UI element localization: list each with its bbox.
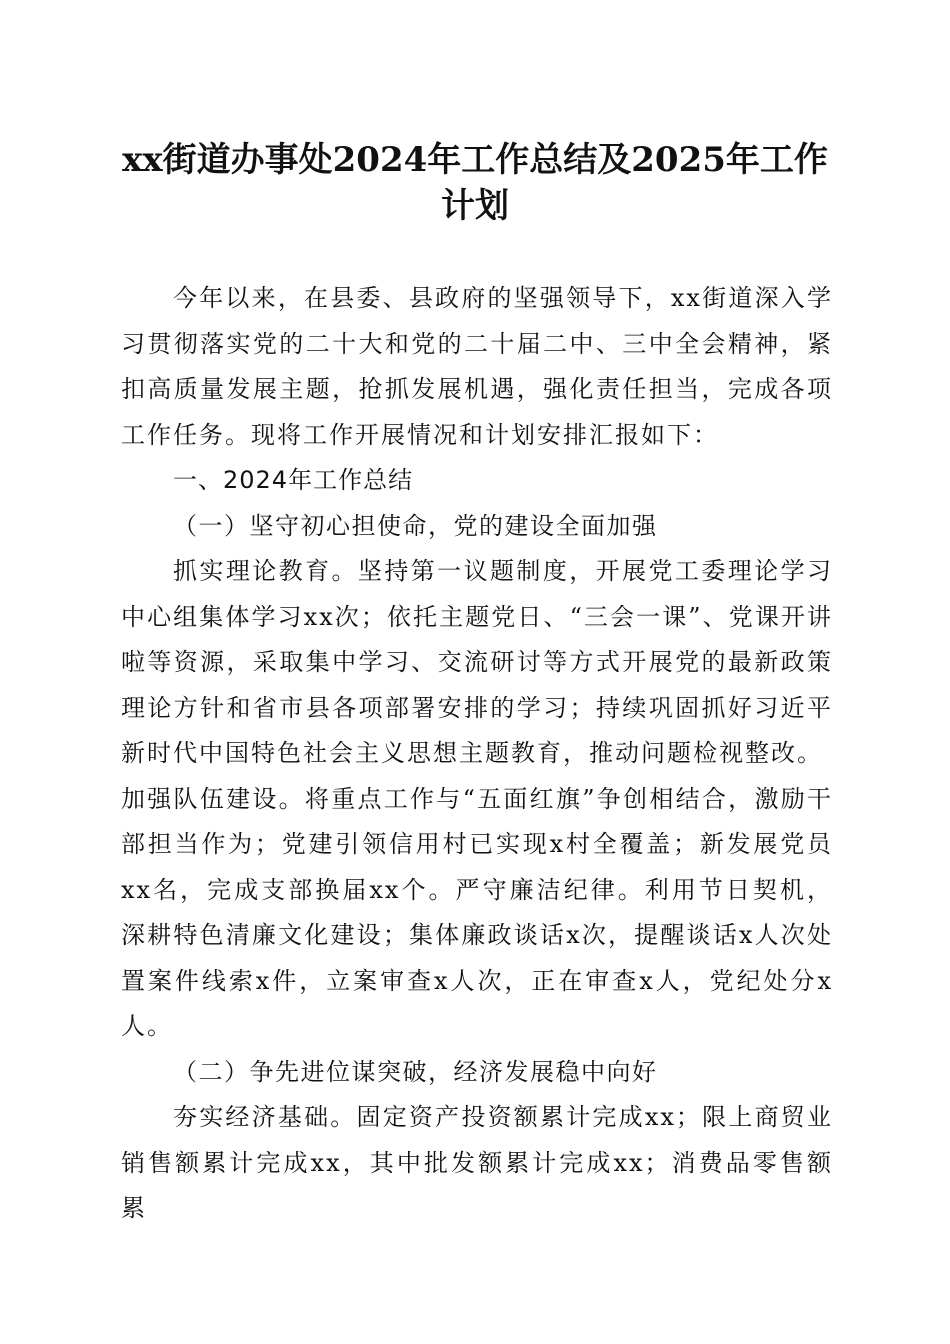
subsection-heading-1: （一）坚守初心担使命，党的建设全面加强 <box>173 511 658 540</box>
paragraph-theory-education: 抓实理论教育。坚持第一议题制度，开展党工委理论学习中心组集体学习xx次；依托主题党日、“三会一课”、党课开讲啦等资源，采取集中学习、交流研讨等方式开展党的最新政策理论方针和省市县各项部署安排的学习；持续巩固抓好习近平新时代中国特色社会主义思想主题教育，推动问题检视整改。 <box>121 557 833 767</box>
intro-paragraph: 今年以来，在县委、县政府的坚强领导下，xx街道深入学习贯彻落实党的二十大和党的二十届二中、三中全会精神，紧扣高质量发展主题，抢抓发展机遇，强化责任担当，完成各项工作任务。现将工作开展情况和计划安排汇报如下： <box>121 284 833 449</box>
section-heading-1: 一、2024年工作总结 <box>173 466 414 494</box>
paragraph-economic-base: 夯实经济基础。固定资产投资额累计完成xx；限上商贸业销售额累计完成xx，其中批发额累计完成xx；消费品零售额累 <box>121 1103 833 1222</box>
paragraph-team-building: 加强队伍建设。将重点工作与“五面红旗”争创相结合，激励干部担当作为；党建引领信用村已实现x村全覆盖；新发展党员xx名，完成支部换届xx个。严守廉洁纪律。利用节日契机，深耕特色清廉文化建设；集体廉政谈话x次，提醒谈话x人次处置案件线索x件，立案审查x人次，正在审查x人，党纪处分x人。 <box>121 784 833 1040</box>
title-line-2: 计划 <box>441 186 509 226</box>
document-body <box>121 276 833 1232</box>
title-line-1: xx街道办事处2024年工作总结及2025年工作 <box>122 140 828 180</box>
subsection-heading-2: （二）争先进位谋突破，经济发展稳中向好 <box>173 1057 658 1086</box>
document-title <box>100 137 850 229</box>
